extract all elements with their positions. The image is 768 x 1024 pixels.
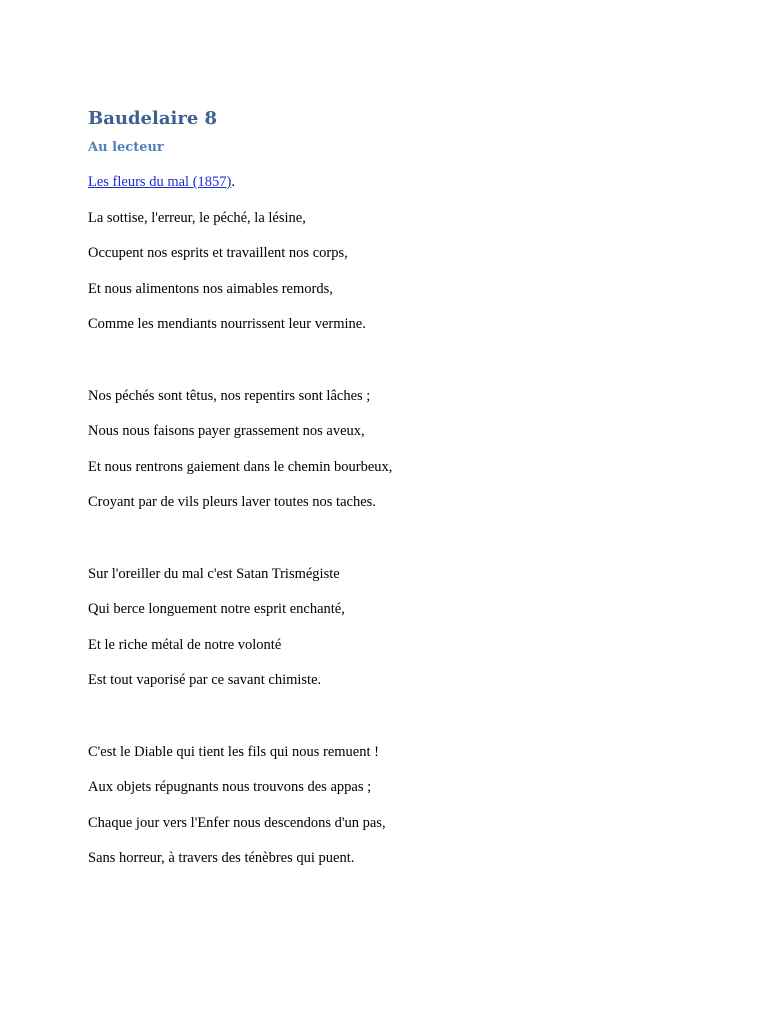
stanza-gap: [88, 351, 688, 387]
verse-line: Comme les mendiants nourrissent leur vermine.: [88, 316, 366, 333]
verse-line: Croyant par de vils pleurs laver toutes nos taches.: [88, 494, 376, 511]
verse-line: Sans horreur, à travers des ténèbres qui puent.: [88, 850, 355, 867]
source-link[interactable]: Les fleurs du mal (1857): [88, 174, 232, 190]
verse-line: Chaque jour vers l'Enfer nous descendons d'un pas,: [88, 814, 386, 831]
verse-line: Occupent nos esprits et travaillent nos corps,: [88, 245, 348, 262]
stanza-4: [88, 743, 688, 868]
verse-line: Est tout vaporisé par ce savant chimiste.: [88, 672, 322, 689]
verse-line: Et nous alimentons nos aimables remords,: [88, 280, 333, 297]
verse-line: Nous nous faisons payer grassement nos aveux,: [88, 423, 365, 440]
stanza-gap: [88, 707, 688, 743]
document-content: [88, 106, 688, 885]
stanza-3: [88, 565, 688, 690]
verse-line: Sur l'oreiller du mal c'est Satan Trismégiste: [88, 565, 340, 582]
stanza-1: [88, 209, 688, 334]
verse-line: Qui berce longuement notre esprit enchanté,: [88, 601, 345, 618]
verse-line: Et le riche métal de notre volonté: [88, 636, 282, 653]
stanza-2: [88, 387, 688, 512]
verse-line: Aux objets répugnants nous trouvons des appas ;: [88, 779, 372, 796]
verse-line: Et nous rentrons gaiement dans le chemin bourbeux,: [88, 458, 393, 475]
document-title: Baudelaire 8: [88, 108, 218, 129]
stanza-gap: [88, 529, 688, 565]
verse-line: C'est le Diable qui tient les fils qui nous remuent !: [88, 743, 379, 760]
verse-line: La sottise, l'erreur, le péché, la lésine,: [88, 209, 306, 226]
source-line: [88, 173, 688, 191]
document-subtitle: Au lecteur: [88, 140, 164, 155]
source-trailing: .: [231, 174, 235, 190]
verse-line: Nos péchés sont têtus, nos repentirs sont lâches ;: [88, 387, 371, 404]
